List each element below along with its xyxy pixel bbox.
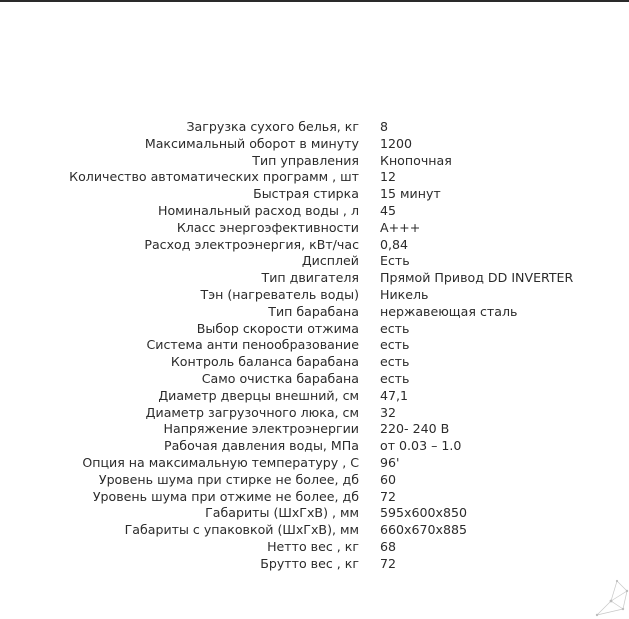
spec-value: 47,1 — [380, 387, 409, 403]
spec-value: от 0.03 – 1.0 — [380, 438, 462, 454]
spec-label: Само очистка барабана — [201, 370, 359, 386]
spec-row — [0, 119, 629, 136]
spec-row — [0, 321, 629, 338]
spec-row — [0, 539, 629, 556]
spec-row — [0, 253, 629, 270]
spec-value: 220- 240 В — [380, 421, 450, 437]
spec-value: есть — [380, 320, 410, 336]
spec-row — [0, 220, 629, 237]
spec-table — [0, 119, 629, 573]
spec-value: 1200 — [380, 135, 413, 151]
spec-row — [0, 438, 629, 455]
spec-row — [0, 505, 629, 522]
spec-label: Тип двигателя — [261, 270, 359, 286]
spec-row — [0, 522, 629, 539]
spec-row — [0, 304, 629, 321]
spec-label: Нетто вес , кг — [267, 538, 359, 554]
spec-row — [0, 489, 629, 506]
spec-row — [0, 169, 629, 186]
spec-value: 68 — [380, 538, 397, 554]
spec-value: 8 — [380, 119, 389, 134]
spec-label: Быстрая стирка — [253, 186, 359, 202]
spec-label: Выбор скорости отжима — [196, 320, 359, 336]
spec-label: Контроль баланса барабана — [170, 354, 359, 370]
spec-label: Напряжение электроэнергии — [163, 421, 359, 437]
spec-label: Количество автоматических программ , шт — [69, 169, 359, 185]
spec-label: Максимальный оборот в минуту — [144, 135, 359, 151]
spec-label: Уровень шума при стирке не более, дб — [98, 471, 359, 487]
spec-value: 32 — [380, 404, 397, 420]
spec-label: Габариты (ШхГхВ) , мм — [205, 505, 359, 521]
spec-value: Прямой Привод DD INVERTER — [380, 270, 574, 286]
spec-row — [0, 337, 629, 354]
spec-row — [0, 421, 629, 438]
spec-value: 72 — [380, 555, 397, 571]
spec-value: Есть — [380, 253, 410, 269]
spec-value: 12 — [380, 169, 397, 185]
spec-row — [0, 472, 629, 489]
spec-value: Кнопочная — [380, 152, 452, 168]
spec-row — [0, 556, 629, 573]
spec-value: 595х600х850 — [380, 505, 468, 521]
spec-row — [0, 153, 629, 170]
spec-row — [0, 371, 629, 388]
spec-label: Брутто вес , кг — [260, 555, 359, 571]
spec-row — [0, 287, 629, 304]
spec-value: Никель — [380, 286, 429, 302]
spec-value: нержавеющая сталь — [380, 303, 518, 319]
spec-value: 45 — [380, 202, 397, 218]
spec-row — [0, 388, 629, 405]
spec-value: 96' — [380, 454, 400, 470]
spec-label: Габариты с упаковкой (ШхГхВ), мм — [124, 522, 359, 538]
spec-label: Уровень шума при отжиме не более, дб — [92, 488, 359, 504]
spec-row — [0, 354, 629, 371]
spec-label: Тип барабана — [268, 303, 359, 319]
spec-row — [0, 136, 629, 153]
spec-value: есть — [380, 370, 410, 386]
spec-row — [0, 405, 629, 422]
spec-value: 0,84 — [380, 236, 409, 252]
spec-value: 660х670х885 — [380, 522, 468, 538]
spec-label: Диаметр дверцы внешний, см — [158, 387, 359, 403]
spec-label: Диаметр загрузочного люка, см — [145, 404, 359, 420]
spec-label: Тэн (нагреватель воды) — [200, 286, 359, 302]
spec-value: 72 — [380, 488, 397, 504]
spec-row — [0, 237, 629, 254]
spec-value: есть — [380, 354, 410, 370]
spec-label: Дисплей — [301, 253, 359, 269]
spec-label: Рабочая давления воды, МПа — [163, 438, 359, 454]
spec-row — [0, 203, 629, 220]
spec-value: 15 минут — [380, 186, 441, 202]
spec-label: Тип управления — [252, 152, 359, 168]
spec-label: Загрузка сухого белья, кг — [186, 119, 359, 134]
corner-network-icon — [589, 579, 629, 619]
spec-value: A+++ — [380, 219, 421, 235]
spec-label: Опция на максимальную температуру , С — [82, 454, 359, 470]
spec-label: Расход электроэнергия, кВт/час — [144, 236, 359, 252]
spec-row — [0, 270, 629, 287]
spec-label: Система анти пенообразование — [146, 337, 359, 353]
spec-value: 60 — [380, 471, 397, 487]
spec-row — [0, 186, 629, 203]
spec-row — [0, 455, 629, 472]
spec-label: Номинальный расход воды , л — [158, 202, 359, 218]
spec-value: есть — [380, 337, 410, 353]
top-divider — [0, 0, 629, 2]
spec-label: Класс энергоэфективности — [176, 219, 359, 235]
